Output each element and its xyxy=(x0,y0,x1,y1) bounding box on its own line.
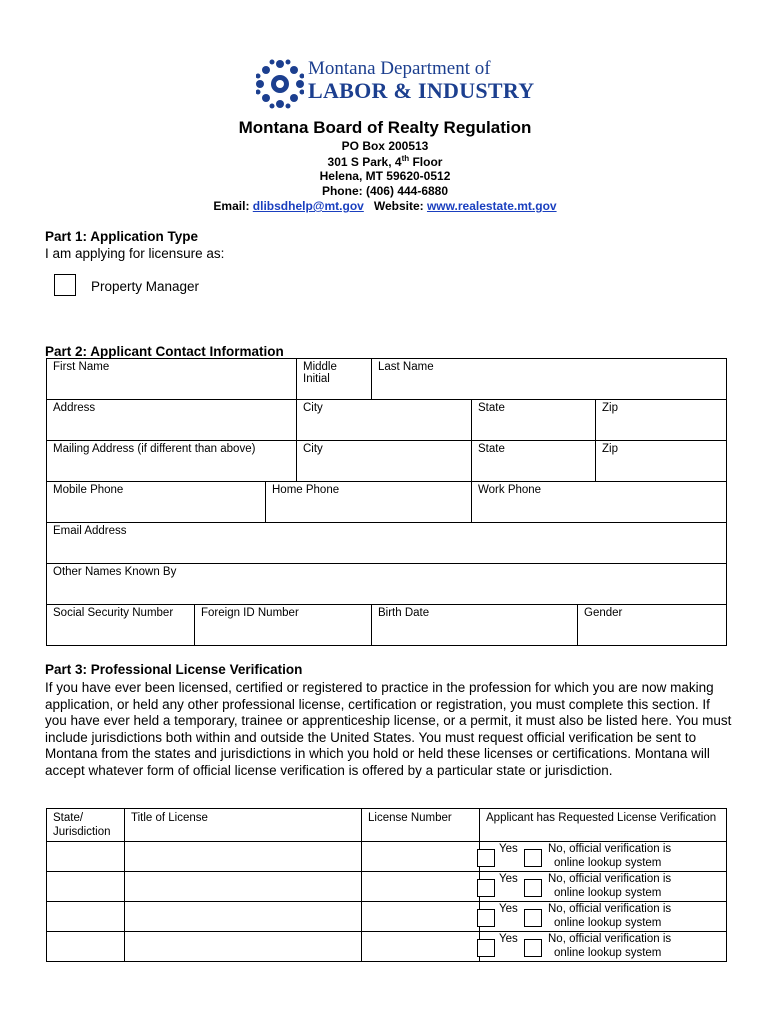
last-name-label: Last Name xyxy=(378,361,434,373)
yes-checkbox[interactable] xyxy=(477,939,495,957)
mailing-city-field[interactable] xyxy=(297,441,472,482)
foreign-id-label: Foreign ID Number xyxy=(201,607,299,619)
middle-initial-label: Middle Initial xyxy=(303,361,337,385)
email-label: Email: xyxy=(213,199,253,213)
no-label-line1: No, official verification is xyxy=(548,843,672,855)
yes-checkbox[interactable] xyxy=(477,879,495,897)
state-label: State xyxy=(478,402,505,414)
city-label: City xyxy=(303,402,323,414)
logo-line2: LABOR & INDUSTRY xyxy=(308,78,535,103)
birth-date-field[interactable] xyxy=(372,605,578,646)
license-number-cell[interactable] xyxy=(362,932,480,962)
city-state-zip: Helena, MT 59620-0512 xyxy=(319,169,451,183)
last-name-field[interactable] xyxy=(372,359,727,400)
middle-initial-field[interactable] xyxy=(297,359,372,400)
no-label-line1: No, official verification is xyxy=(548,933,672,945)
yes-label: Yes xyxy=(499,903,518,915)
mailing-address-label: Mailing Address (if different than above) xyxy=(53,443,256,455)
ssn-label: Social Security Number xyxy=(53,607,174,619)
property-manager-checkbox[interactable] xyxy=(54,274,76,296)
no-label-line1: No, official verification is xyxy=(548,873,672,885)
mobile-phone-label: Mobile Phone xyxy=(53,484,124,496)
license-number-header: License Number xyxy=(362,809,480,842)
street-post: Floor xyxy=(409,155,443,169)
address-label: Address xyxy=(53,402,96,414)
mailing-zip-label: Zip xyxy=(602,443,618,455)
state-cell[interactable] xyxy=(47,872,125,902)
page-title: Montana Board of Realty Regulation xyxy=(238,118,532,137)
zip-field[interactable] xyxy=(596,400,727,441)
license-title-cell[interactable] xyxy=(125,932,362,962)
verification-cell xyxy=(480,932,727,962)
po-box: PO Box 200513 xyxy=(341,139,429,153)
website-label: Website: xyxy=(373,199,427,213)
foreign-id-field[interactable] xyxy=(195,605,372,646)
state-field[interactable] xyxy=(472,400,596,441)
no-label-line1: No, official verification is xyxy=(548,903,672,915)
logo-line1: Montana Department of xyxy=(308,58,491,79)
first-name-field[interactable] xyxy=(47,359,297,400)
verification-cell xyxy=(480,872,727,902)
home-phone-label: Home Phone xyxy=(272,484,340,496)
part1-heading: Part 1: Application Type xyxy=(45,229,199,244)
montana-dli-logo xyxy=(256,56,535,112)
email-address-field[interactable] xyxy=(47,523,727,564)
license-title-cell[interactable] xyxy=(125,872,362,902)
yes-label: Yes xyxy=(499,933,518,945)
mailing-address-field[interactable] xyxy=(47,441,297,482)
ssn-field[interactable] xyxy=(47,605,195,646)
state-cell[interactable] xyxy=(47,902,125,932)
state-cell[interactable] xyxy=(47,842,125,872)
property-manager-label: Property Manager xyxy=(91,279,200,294)
mailing-city-label: City xyxy=(303,443,323,455)
email-address-label: Email Address xyxy=(53,525,127,537)
address-field[interactable] xyxy=(47,400,297,441)
part1-intro: I am applying for licensure as: xyxy=(45,246,225,261)
license-number-cell[interactable] xyxy=(362,842,480,872)
no-label-line2: online lookup system xyxy=(554,947,662,959)
part3-heading: Part 3: Professional License Verification xyxy=(45,662,303,677)
gender-label: Gender xyxy=(584,607,623,619)
first-name-label: First Name xyxy=(53,361,110,373)
mailing-state-label: State xyxy=(478,443,505,455)
yes-checkbox[interactable] xyxy=(477,909,495,927)
other-names-label: Other Names Known By xyxy=(53,566,177,578)
gender-field[interactable] xyxy=(578,605,727,646)
no-checkbox[interactable] xyxy=(524,939,542,957)
no-label-line2: online lookup system xyxy=(554,857,662,869)
mailing-zip-field[interactable] xyxy=(596,441,727,482)
phone-number: Phone: (406) 444-6880 xyxy=(321,184,449,198)
license-title-cell[interactable] xyxy=(125,842,362,872)
no-checkbox[interactable] xyxy=(524,849,542,867)
mailing-state-field[interactable] xyxy=(472,441,596,482)
no-label-line2: online lookup system xyxy=(554,917,662,929)
email-link[interactable]: dlibsdhelp@mt.gov xyxy=(252,199,364,213)
work-phone-field[interactable] xyxy=(472,482,727,523)
street-sup: th xyxy=(401,154,410,163)
contact-line xyxy=(0,199,770,213)
yes-label: Yes xyxy=(499,873,518,885)
license-verification-table xyxy=(46,808,727,962)
license-number-cell[interactable] xyxy=(362,872,480,902)
website-link[interactable]: www.realestate.mt.gov xyxy=(426,199,557,213)
other-names-field[interactable] xyxy=(47,564,727,605)
no-label-line2: online lookup system xyxy=(554,887,662,899)
yes-label: Yes xyxy=(499,843,518,855)
table-row xyxy=(47,842,727,872)
license-title-cell[interactable] xyxy=(125,902,362,932)
table-row xyxy=(47,872,727,902)
part3-paragraph: If you have ever been licensed, certified or registered to practice in the profession for which you are now making application, or held any other professional license, certification or registration, you must complete this section. If you have ever held a temporary, trainee or apprenticeship license, or a permit, it must also be listed here. You must include jurisdictions both within and outside the United States. You must request official verification be sent to Montana from the states and jurisdictions in which you hold or held these licenses or certifications. Montana will accept whatever form of official license verification is offered by a particular state or jurisdiction. xyxy=(45,680,732,778)
state-jurisdiction-header: State/ Jurisdiction xyxy=(47,809,125,842)
contact-info-table xyxy=(46,358,727,646)
verification-cell xyxy=(480,842,727,872)
verification-cell xyxy=(480,902,727,932)
table-row xyxy=(47,902,727,932)
license-number-cell[interactable] xyxy=(362,902,480,932)
license-title-header: Title of License xyxy=(125,809,362,842)
zip-label: Zip xyxy=(602,402,618,414)
table-row xyxy=(47,932,727,962)
mobile-phone-field[interactable] xyxy=(47,482,266,523)
birth-date-label: Birth Date xyxy=(378,607,430,619)
street-address xyxy=(0,154,770,169)
no-checkbox[interactable] xyxy=(524,909,542,927)
work-phone-label: Work Phone xyxy=(478,484,542,496)
city-field[interactable] xyxy=(297,400,472,441)
logo-emblem-icon xyxy=(256,58,304,110)
part2-heading: Part 2: Applicant Contact Information xyxy=(45,344,284,359)
no-checkbox[interactable] xyxy=(524,879,542,897)
verification-requested-header: Applicant has Requested License Verification xyxy=(480,809,727,842)
state-cell[interactable] xyxy=(47,932,125,962)
street-pre: 301 S Park, 4 xyxy=(327,155,402,169)
home-phone-field[interactable] xyxy=(266,482,472,523)
yes-checkbox[interactable] xyxy=(477,849,495,867)
